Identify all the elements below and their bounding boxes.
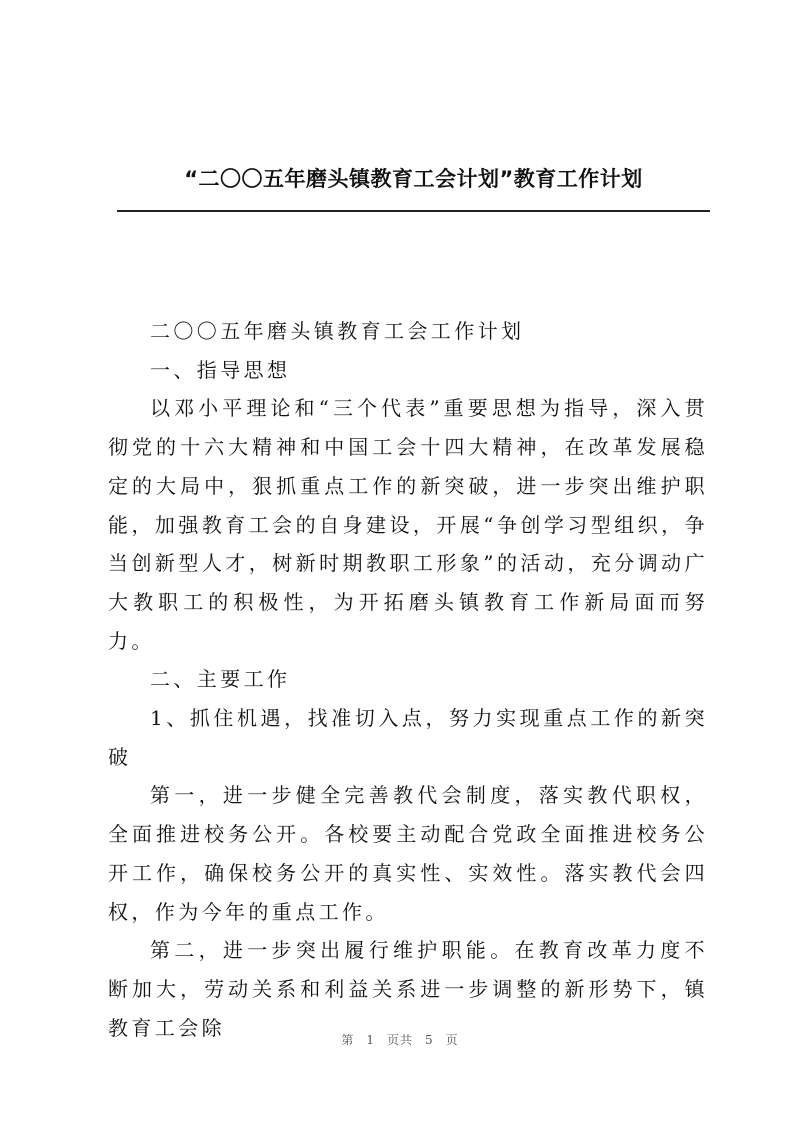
title-divider (117, 210, 710, 212)
footer-page-number: 1 (366, 1033, 375, 1047)
paragraph: 以邓小平理论和“三个代表”重要思想为指导，深入贯彻党的十六大精神和中国工会十四大精神，在改革发展稳定的大局中，狠抓重点工作的新突破，进一步突出维护职能，加强教育工会的自身建设，开展“争创学习型组织，争当创新型人才，树新时期教职工形象”的活动，充分调动广大教职工的积极性，为开拓磨头镇教育工作新局面而努力。 (108, 396, 708, 653)
footer-total-pages: 5 (425, 1033, 434, 1047)
section-heading-guiding-thought: 一、指导思想 (150, 357, 291, 382)
paragraph: 第二，进一步突出履行维护职能。在教育改革力度不断加大，劳动关系和利益关系进一步调整的新形势下，镇教育工会除 (108, 938, 708, 1040)
footer-suffix: 页 (445, 1033, 459, 1047)
page-footer (0, 1031, 800, 1048)
subsection-heading: 1、抓住机遇，找准切入点，努力实现重点工作的新突破 (108, 706, 708, 769)
paragraph: 第一，进一步健全完善教代会制度，落实教代职权，全面推进校务公开。各校要主动配合党政全面推进校务公开工作，确保校务公开的真实性、实效性。落实教代会四权，作为今年的重点工作。 (108, 783, 708, 924)
paragraph-heading: 二〇〇五年磨头镇教育工会工作计划 (150, 319, 525, 343)
footer-middle: 页共 (386, 1033, 413, 1047)
document-body (108, 312, 708, 1047)
footer-prefix: 第 (341, 1033, 355, 1047)
document-title: “二〇〇五年磨头镇教育工会计划”教育工作计划 (184, 167, 643, 191)
section-heading-main-work: 二、主要工作 (150, 667, 291, 692)
